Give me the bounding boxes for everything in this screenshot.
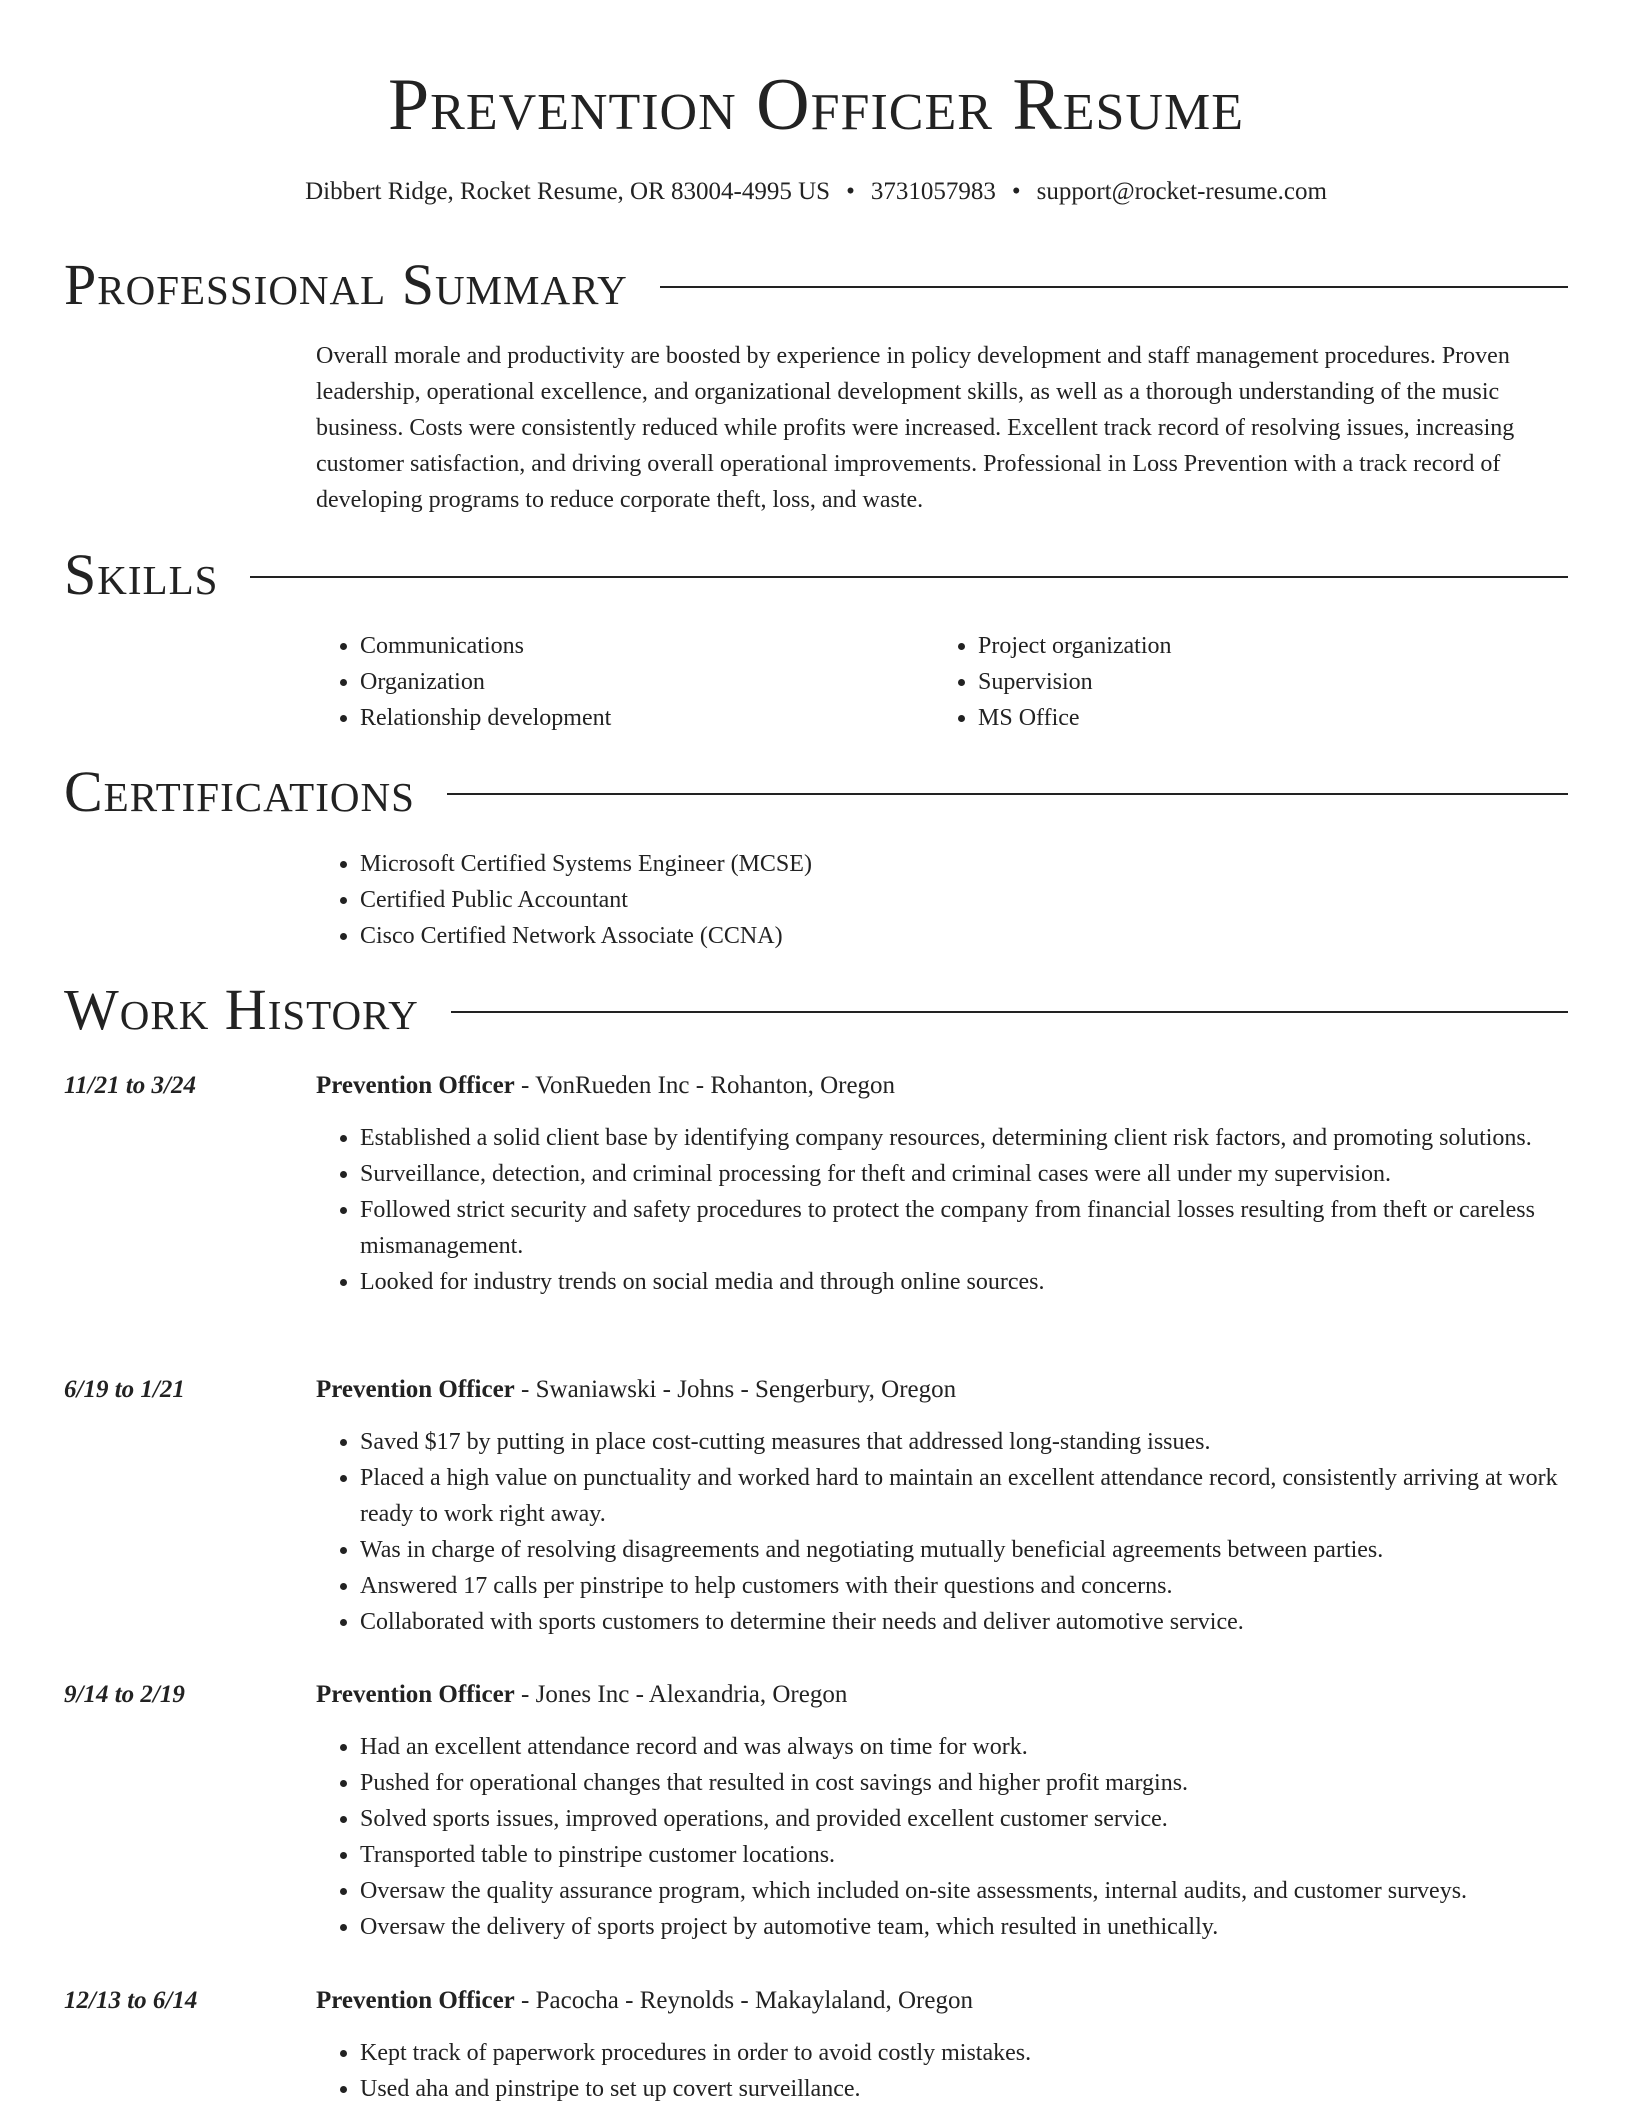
certification-item: • Cisco Certified Network Associate (CCNA) [360,918,1516,954]
job-company: - Pacocha - Reynolds - Makaylaland, Oregon [514,1987,973,2014]
certifications-heading: Certifications [64,759,415,824]
job-bullet: • Followed strict security and safety procedures to protect the company from financial losses resulting from theft or careless mismanagement. [360,1192,1576,1264]
work-history-heading: Work History [64,977,419,1042]
summary-heading: Professional Summary [64,252,628,317]
contact-line [0,174,1632,210]
job-description [316,1729,1576,1945]
contact-separator: • [1011,178,1021,205]
skills-heading: Skills [64,542,219,607]
skills-section-header [64,540,1568,610]
job-heading [316,1372,956,1408]
summary-text: Overall morale and productivity are boosted by experience in policy development and staff management procedures. Proven leadership, operational excellence, and organizational development skills, as well as a thorough understanding of the music business. Costs were consistently reduced while profits were increased. Excellent track record of resolving issues, increasing customer satisfaction, and driving overall operational improvements. Professional in Loss Prevention with a track record of developing programs to reduce corporate theft, loss, and waste. [316,343,1515,513]
job-bullet: • Saved $17 by putting in place cost-cutting measures that addressed long-standing issues. [360,1424,1576,1460]
work-history-section-header [64,975,1568,1045]
job-heading [316,1677,847,1713]
skill-item: • MS Office [978,700,1534,736]
job-bullet: • Placed a high value on punctuality and worked hard to maintain an excellent attendance record, consistently arriving at work ready to work right away. [360,1460,1576,1532]
job-bullet: • Used aha and pinstripe to set up covert surveillance. [360,2071,1576,2107]
job-bullet: • Pushed for operational changes that resulted in cost savings and higher profit margins. [360,1765,1576,1801]
section-divider [660,286,1568,288]
job-dates: 9/14 to 2/19 [64,1681,185,1708]
contact-address: Dibbert Ridge, Rocket Resume, OR 83004-4995 US [305,178,831,205]
contact-email: support@rocket-resume.com [1036,178,1327,205]
certification-item: • Certified Public Accountant [360,882,1516,918]
summary-section-header [64,250,1568,320]
job-bullet: • Collaborated with sports customers to determine their needs and deliver automotive service. [360,1604,1576,1640]
job-role: Prevention Officer [316,1681,515,1708]
skill-item: • Relationship development [360,700,876,736]
skills-column-right [934,628,1534,736]
certifications-section-header [64,757,1568,827]
job-dates: 11/21 to 3/24 [64,1072,196,1099]
job-bullet: • Was in charge of resolving disagreements and negotiating mutually beneficial agreements between parties. [360,1532,1576,1568]
job-description [316,1424,1576,1640]
skill-item: • Supervision [978,664,1534,700]
job-bullet: • Looked for industry trends on social media and through online sources. [360,1264,1576,1300]
job-heading [316,1983,973,2019]
certifications-list [316,846,1516,954]
job-company: - Swaniawski - Johns - Sengerbury, Oregon [514,1376,957,1403]
certification-item: • Microsoft Certified Systems Engineer (MCSE) [360,846,1516,882]
job-description [316,2035,1576,2107]
skills-column-left [316,628,876,736]
job-bullet: • Had an excellent attendance record and was always on time for work. [360,1729,1576,1765]
section-divider [451,1011,1568,1013]
job-role: Prevention Officer [316,1376,515,1403]
job-heading [316,1068,895,1104]
contact-separator: • [846,178,855,205]
section-divider [250,576,1568,578]
job-bullet: • Surveillance, detection, and criminal processing for theft and criminal cases were all under my supervision. [360,1156,1576,1192]
job-company: - Jones Inc - Alexandria, Oregon [514,1681,848,1708]
job-bullet: • Answered 17 calls per pinstripe to help customers with their questions and concerns. [360,1568,1576,1604]
job-bullet: • Oversaw the delivery of sports project by automotive team, which resulted in unethically. [360,1909,1576,1945]
job-bullet: • Oversaw the quality assurance program, which included on-site assessments, internal audits, and customer surveys. [360,1873,1576,1909]
job-bullet: • Established a solid client base by identifying company resources, determining client risk factors, and promoting solutions. [360,1120,1576,1156]
job-role: Prevention Officer [316,1987,515,2014]
job-description [316,1120,1576,1300]
skill-item: • Project organization [978,628,1534,664]
contact-phone: 3731057983 [870,178,996,205]
skill-item: • Communications [360,628,876,664]
resume-title: Prevention Officer Resume [388,64,1244,146]
job-dates: 12/13 to 6/14 [64,1987,198,2014]
job-bullet: • Transported table to pinstripe customer locations. [360,1837,1576,1873]
job-company: - VonRueden Inc - Rohanton, Oregon [514,1072,896,1099]
job-dates: 6/19 to 1/21 [64,1376,185,1403]
section-divider [447,793,1568,795]
job-role: Prevention Officer [316,1072,515,1099]
job-bullet: • Solved sports issues, improved operations, and provided excellent customer service. [360,1801,1576,1837]
skill-item: • Organization [360,664,876,700]
job-bullet: • Kept track of paperwork procedures in order to avoid costly mistakes. [360,2035,1576,2071]
